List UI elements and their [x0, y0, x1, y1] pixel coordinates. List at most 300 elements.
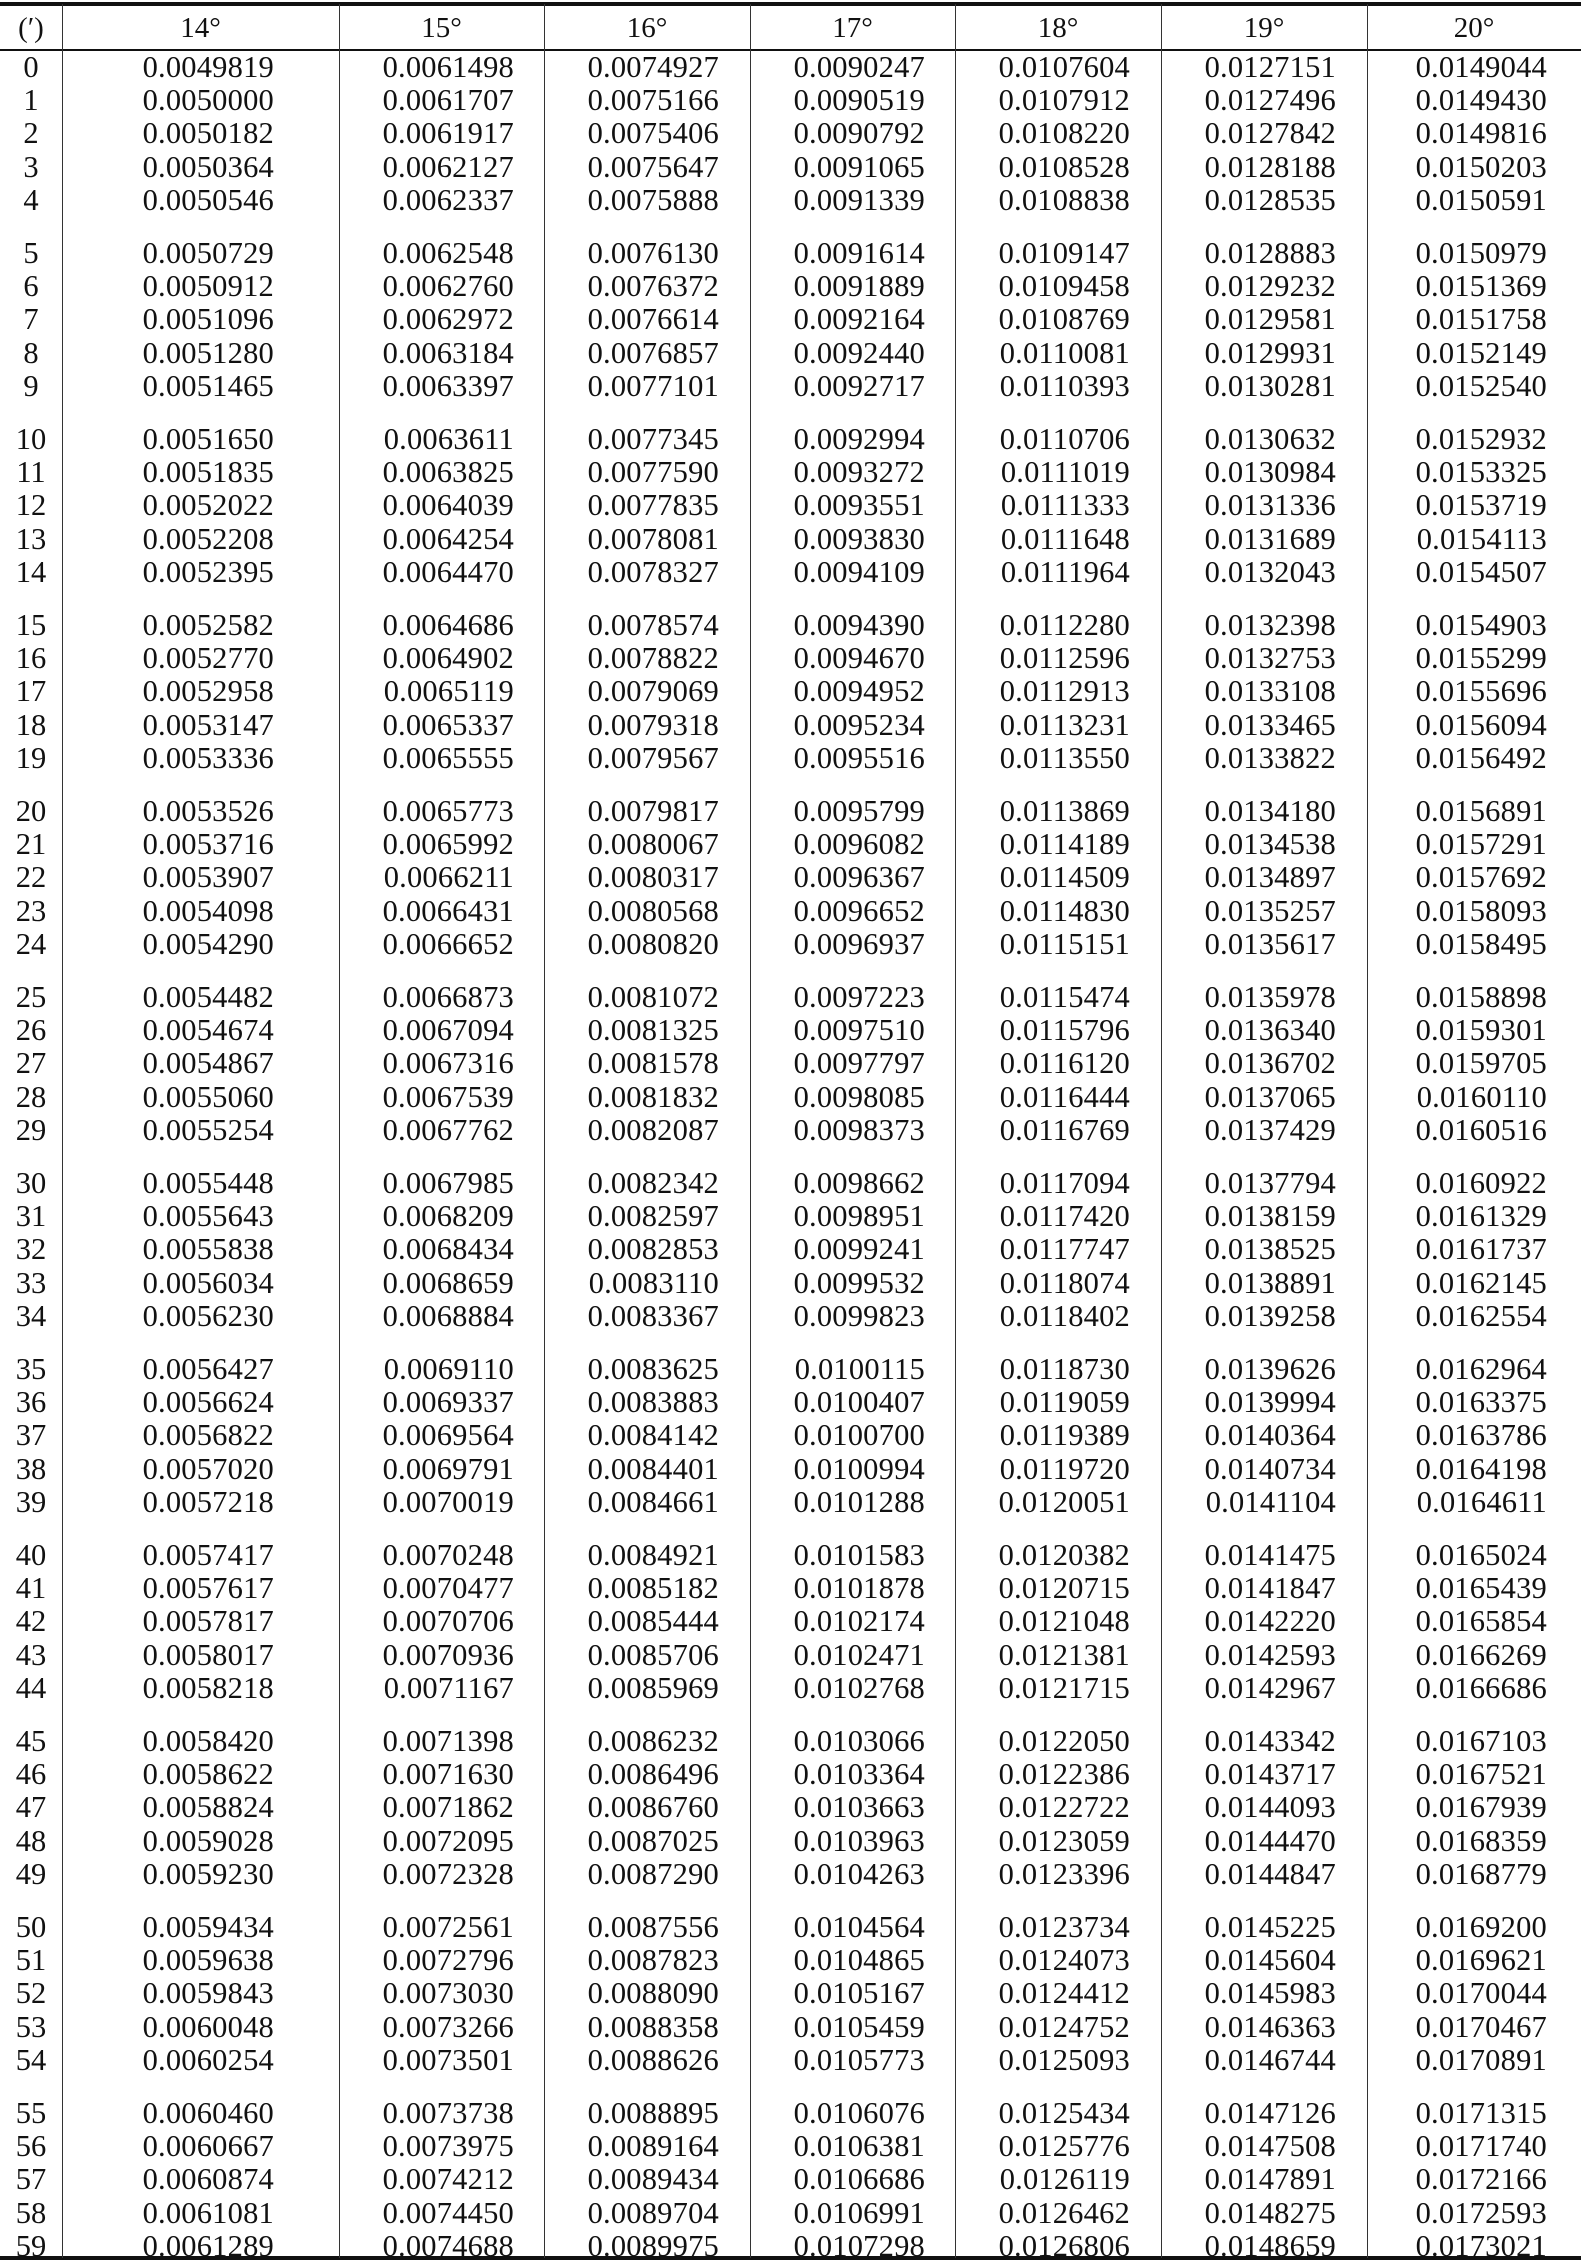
value-cell: 0.0167103: [1415, 1724, 1547, 1758]
value-cell: 0.0140734: [1204, 1451, 1336, 1486]
minute-cell: 33: [15, 1265, 47, 1300]
value-cell: 0.0153325: [1415, 455, 1547, 490]
value-cell: 0.0134180: [1204, 794, 1336, 828]
value-cell: 0.0062548: [382, 236, 514, 270]
value-cell: 0.0064254: [382, 521, 514, 556]
minute-cell: 15: [15, 608, 47, 642]
value-cell: 0.0066211: [383, 860, 514, 895]
value-cell: 0.0102768: [793, 1670, 925, 1705]
value-cell: 0.0092994: [793, 422, 925, 456]
value-cell: 0.0155696: [1415, 674, 1547, 709]
minute-cell: 6: [23, 269, 39, 304]
value-cell: 0.0105167: [793, 1976, 925, 2011]
value-cell: 0.0060667: [142, 2129, 274, 2164]
value-cell: 0.0130984: [1204, 455, 1336, 490]
value-cell: 0.0104865: [793, 1943, 925, 1978]
minute-cell: 12: [15, 488, 47, 523]
value-cell: 0.0121381: [998, 1637, 1130, 1672]
value-cell: 0.0093551: [793, 488, 925, 523]
minute-cell: 13: [15, 521, 47, 556]
value-cell: 0.0088626: [587, 2042, 719, 2077]
value-cell: 0.0083625: [587, 1352, 719, 1386]
value-cell: 0.0162145: [1415, 1265, 1547, 1300]
value-cell: 0.0133822: [1204, 740, 1336, 775]
value-cell: 0.0154507: [1415, 554, 1547, 589]
value-cell: 0.0087025: [587, 1823, 719, 1858]
value-cell: 0.0098951: [793, 1199, 925, 1234]
value-cell: 0.0151758: [1415, 302, 1547, 337]
value-cell: 0.0149044: [1415, 50, 1547, 84]
minute-cell: 28: [15, 1079, 47, 1114]
value-cell: 0.0088090: [587, 1976, 719, 2011]
value-cell: 0.0173021: [1415, 2228, 1547, 2263]
value-cell: 0.0138525: [1204, 1232, 1336, 1267]
value-cell: 0.0078574: [587, 608, 719, 642]
value-cell: 0.0070936: [382, 1637, 514, 1672]
value-cell: 0.0166686: [1415, 1670, 1547, 1705]
value-cell: 0.0101583: [793, 1538, 925, 1572]
value-cell: 0.0085706: [587, 1637, 719, 1672]
value-cell: 0.0097510: [793, 1013, 925, 1048]
value-cell: 0.0082342: [587, 1166, 719, 1200]
value-cell: 0.0141847: [1204, 1571, 1336, 1606]
value-cell: 0.0057218: [142, 1484, 274, 1519]
value-cell: 0.0082087: [587, 1112, 719, 1147]
value-cell: 0.0052208: [142, 521, 274, 556]
value-cell: 0.0099532: [793, 1265, 925, 1300]
value-cell: 0.0124073: [998, 1943, 1130, 1978]
value-cell: 0.0156891: [1415, 794, 1547, 828]
minute-cell: 10: [15, 422, 47, 456]
value-cell: 0.0053907: [142, 860, 274, 895]
value-cell: 0.0110081: [999, 335, 1130, 370]
value-cell: 0.0120051: [998, 1484, 1130, 1519]
value-cell: 0.0126119: [999, 2162, 1130, 2197]
value-cell: 0.0050546: [142, 182, 274, 217]
value-cell: 0.0063397: [382, 368, 514, 403]
value-cell: 0.0124412: [998, 1976, 1130, 2011]
value-cell: 0.0116120: [999, 1046, 1130, 1081]
column-divider: [955, 4, 956, 2258]
value-cell: 0.0150591: [1415, 182, 1547, 217]
value-cell: 0.0126806: [998, 2228, 1130, 2263]
value-cell: 0.0152540: [1415, 368, 1547, 403]
value-cell: 0.0111019: [1000, 455, 1130, 490]
value-cell: 0.0073030: [382, 1976, 514, 2011]
value-cell: 0.0056230: [142, 1298, 274, 1333]
value-cell: 0.0058218: [142, 1670, 274, 1705]
minute-cell: 11: [16, 455, 46, 490]
header-degree-18: 18°: [1037, 12, 1079, 44]
value-cell: 0.0130281: [1204, 368, 1336, 403]
value-cell: 0.0060874: [142, 2162, 274, 2197]
minute-cell: 29: [15, 1112, 47, 1147]
value-cell: 0.0077590: [587, 455, 719, 490]
value-cell: 0.0072095: [382, 1823, 514, 1858]
value-cell: 0.0054482: [142, 980, 274, 1014]
value-cell: 0.0122722: [998, 1790, 1130, 1825]
value-cell: 0.0057617: [142, 1571, 274, 1606]
value-cell: 0.0058824: [142, 1790, 274, 1825]
value-cell: 0.0172593: [1415, 2195, 1547, 2230]
value-cell: 0.0100407: [793, 1385, 925, 1420]
value-cell: 0.0156492: [1415, 740, 1547, 775]
value-cell: 0.0093830: [793, 521, 925, 556]
value-cell: 0.0053336: [142, 740, 274, 775]
value-cell: 0.0111648: [1000, 521, 1130, 556]
value-cell: 0.0142967: [1204, 1670, 1336, 1705]
value-cell: 0.0094670: [793, 641, 925, 676]
value-cell: 0.0069110: [383, 1352, 514, 1386]
value-cell: 0.0077835: [587, 488, 719, 523]
value-cell: 0.0171740: [1415, 2129, 1547, 2164]
value-cell: 0.0101878: [793, 1571, 925, 1606]
value-cell: 0.0118074: [999, 1265, 1130, 1300]
value-cell: 0.0128535: [1204, 182, 1336, 217]
value-cell: 0.0140364: [1204, 1418, 1336, 1453]
value-cell: 0.0084921: [587, 1538, 719, 1572]
value-cell: 0.0138159: [1204, 1199, 1336, 1234]
value-cell: 0.0073975: [382, 2129, 514, 2164]
value-cell: 0.0133465: [1204, 707, 1336, 742]
value-cell: 0.0062337: [382, 182, 514, 217]
value-cell: 0.0149816: [1415, 116, 1547, 151]
value-cell: 0.0088358: [587, 2009, 719, 2044]
value-cell: 0.0104263: [793, 1856, 925, 1891]
value-cell: 0.0059230: [142, 1856, 274, 1891]
value-cell: 0.0107298: [793, 2228, 925, 2263]
minute-cell: 43: [15, 1637, 47, 1672]
value-cell: 0.0055448: [142, 1166, 274, 1200]
minute-cell: 9: [23, 368, 39, 403]
value-cell: 0.0070477: [382, 1571, 514, 1606]
value-cell: 0.0071630: [382, 1757, 514, 1792]
header-corner: (′): [18, 12, 44, 44]
value-cell: 0.0165439: [1415, 1571, 1547, 1606]
value-cell: 0.0141475: [1204, 1538, 1336, 1572]
column-divider: [1367, 4, 1368, 2258]
value-cell: 0.0090247: [793, 50, 925, 84]
value-cell: 0.0061289: [142, 2228, 274, 2263]
value-cell: 0.0151369: [1415, 269, 1547, 304]
value-cell: 0.0073738: [382, 2096, 514, 2130]
minute-cell: 36: [15, 1385, 47, 1420]
minute-cell: 44: [15, 1670, 47, 1705]
value-cell: 0.0154903: [1415, 608, 1547, 642]
value-cell: 0.0060460: [142, 2096, 274, 2130]
value-cell: 0.0106686: [793, 2162, 925, 2197]
value-cell: 0.0139994: [1204, 1385, 1336, 1420]
value-cell: 0.0105773: [793, 2042, 925, 2077]
value-cell: 0.0079567: [587, 740, 719, 775]
value-cell: 0.0080317: [587, 860, 719, 895]
minute-cell: 55: [15, 2096, 47, 2130]
value-cell: 0.0091339: [793, 182, 925, 217]
value-cell: 0.0106991: [793, 2195, 925, 2230]
value-cell: 0.0118730: [999, 1352, 1130, 1386]
value-cell: 0.0148659: [1204, 2228, 1336, 2263]
value-cell: 0.0091889: [793, 269, 925, 304]
value-cell: 0.0086496: [587, 1757, 719, 1792]
value-cell: 0.0057817: [142, 1604, 274, 1639]
value-cell: 0.0086232: [587, 1724, 719, 1758]
minute-cell: 4: [23, 182, 39, 217]
value-cell: 0.0084401: [587, 1451, 719, 1486]
value-cell: 0.0054674: [142, 1013, 274, 1048]
value-cell: 0.0075166: [587, 83, 719, 118]
value-cell: 0.0143342: [1204, 1724, 1336, 1758]
value-cell: 0.0064902: [382, 641, 514, 676]
value-cell: 0.0085969: [587, 1670, 719, 1705]
value-cell: 0.0067762: [382, 1112, 514, 1147]
value-cell: 0.0082597: [587, 1199, 719, 1234]
value-cell: 0.0081578: [587, 1046, 719, 1081]
value-cell: 0.0128188: [1204, 149, 1336, 184]
value-cell: 0.0080067: [587, 827, 719, 862]
value-cell: 0.0147508: [1204, 2129, 1336, 2164]
value-cell: 0.0134538: [1204, 827, 1336, 862]
value-cell: 0.0121715: [998, 1670, 1130, 1705]
value-cell: 0.0056034: [142, 1265, 274, 1300]
value-cell: 0.0110706: [999, 422, 1130, 456]
minute-cell: 45: [15, 1724, 47, 1758]
value-cell: 0.0129581: [1204, 302, 1336, 337]
value-cell: 0.0158093: [1415, 893, 1547, 928]
minute-cell: 56: [15, 2129, 47, 2164]
value-cell: 0.0070706: [382, 1604, 514, 1639]
value-cell: 0.0058017: [142, 1637, 274, 1672]
value-cell: 0.0078081: [587, 521, 719, 556]
value-cell: 0.0150979: [1415, 236, 1547, 270]
value-cell: 0.0152932: [1415, 422, 1547, 456]
value-cell: 0.0116444: [999, 1079, 1130, 1114]
value-cell: 0.0069791: [382, 1451, 514, 1486]
value-cell: 0.0145983: [1204, 1976, 1336, 2011]
value-cell: 0.0062972: [382, 302, 514, 337]
value-cell: 0.0062127: [382, 149, 514, 184]
value-cell: 0.0117094: [999, 1166, 1130, 1200]
value-cell: 0.0137429: [1204, 1112, 1336, 1147]
value-cell: 0.0061707: [382, 83, 514, 118]
minute-cell: 54: [15, 2042, 47, 2077]
value-cell: 0.0077101: [587, 368, 719, 403]
value-cell: 0.0095234: [793, 707, 925, 742]
value-cell: 0.0064470: [382, 554, 514, 589]
value-cell: 0.0085444: [587, 1604, 719, 1639]
value-cell: 0.0065555: [382, 740, 514, 775]
value-cell: 0.0161737: [1415, 1232, 1547, 1267]
value-cell: 0.0166269: [1415, 1637, 1547, 1672]
value-cell: 0.0055643: [142, 1199, 274, 1234]
value-cell: 0.0091614: [793, 236, 925, 270]
value-cell: 0.0090519: [793, 83, 925, 118]
value-cell: 0.0076614: [587, 302, 719, 337]
value-cell: 0.0083367: [587, 1298, 719, 1333]
value-cell: 0.0074450: [382, 2195, 514, 2230]
value-cell: 0.0120382: [998, 1538, 1130, 1572]
value-cell: 0.0059434: [142, 1910, 274, 1944]
value-cell: 0.0096937: [793, 926, 925, 961]
minute-cell: 27: [15, 1046, 47, 1081]
value-cell: 0.0055838: [142, 1232, 274, 1267]
value-cell: 0.0061498: [382, 50, 514, 84]
value-cell: 0.0122386: [998, 1757, 1130, 1792]
value-cell: 0.0080820: [587, 926, 719, 961]
minute-cell: 41: [15, 1571, 47, 1606]
value-cell: 0.0050000: [142, 83, 274, 118]
value-cell: 0.0171315: [1415, 2096, 1547, 2130]
top-rule: [0, 2, 1581, 6]
header-degree-17: 17°: [832, 12, 873, 44]
value-cell: 0.0160516: [1415, 1112, 1547, 1147]
value-cell: 0.0087556: [587, 1910, 719, 1944]
value-cell: 0.0164611: [1416, 1484, 1547, 1519]
value-cell: 0.0137065: [1204, 1079, 1336, 1114]
value-cell: 0.0051835: [142, 455, 274, 490]
value-cell: 0.0054290: [142, 926, 274, 961]
value-cell: 0.0058622: [142, 1757, 274, 1792]
value-cell: 0.0111333: [1000, 488, 1130, 523]
minute-cell: 35: [15, 1352, 47, 1386]
minute-cell: 42: [15, 1604, 47, 1639]
value-cell: 0.0165854: [1415, 1604, 1547, 1639]
value-cell: 0.0103364: [793, 1757, 925, 1792]
value-cell: 0.0069337: [382, 1385, 514, 1420]
value-cell: 0.0094952: [793, 674, 925, 709]
value-cell: 0.0088895: [587, 2096, 719, 2130]
value-cell: 0.0108769: [998, 302, 1130, 337]
value-cell: 0.0066652: [382, 926, 514, 961]
value-cell: 0.0132753: [1204, 641, 1336, 676]
value-cell: 0.0092164: [793, 302, 925, 337]
value-cell: 0.0065337: [382, 707, 514, 742]
value-cell: 0.0161329: [1415, 1199, 1547, 1234]
value-cell: 0.0102174: [793, 1604, 925, 1639]
value-cell: 0.0108838: [998, 182, 1130, 217]
value-cell: 0.0114189: [999, 827, 1130, 862]
header-degree-19: 19°: [1243, 12, 1285, 44]
value-cell: 0.0076857: [587, 335, 719, 370]
value-cell: 0.0131689: [1204, 521, 1336, 556]
value-cell: 0.0075888: [587, 182, 719, 217]
column-divider: [1161, 4, 1162, 2258]
header-degree-16: 16°: [626, 12, 668, 44]
value-cell: 0.0137794: [1204, 1166, 1336, 1200]
minute-cell: 40: [15, 1538, 47, 1572]
value-cell: 0.0100115: [794, 1352, 925, 1386]
value-cell: 0.0071398: [382, 1724, 514, 1758]
value-cell: 0.0124752: [998, 2009, 1130, 2044]
value-cell: 0.0051650: [142, 422, 274, 456]
value-cell: 0.0115474: [999, 980, 1130, 1014]
value-cell: 0.0109147: [998, 236, 1130, 270]
value-cell: 0.0089164: [587, 2129, 719, 2164]
value-cell: 0.0112280: [999, 608, 1130, 642]
value-cell: 0.0062760: [382, 269, 514, 304]
value-cell: 0.0138891: [1204, 1265, 1336, 1300]
column-divider: [750, 4, 751, 2258]
value-cell: 0.0136340: [1204, 1013, 1336, 1048]
value-cell: 0.0063184: [382, 335, 514, 370]
column-divider: [62, 4, 63, 2258]
value-cell: 0.0089434: [587, 2162, 719, 2197]
value-cell: 0.0052022: [142, 488, 274, 523]
value-cell: 0.0162964: [1415, 1352, 1547, 1386]
value-cell: 0.0073266: [382, 2009, 514, 2044]
value-cell: 0.0108528: [998, 149, 1130, 184]
value-cell: 0.0079817: [587, 794, 719, 828]
value-cell: 0.0154113: [1416, 521, 1547, 556]
value-cell: 0.0058420: [142, 1724, 274, 1758]
value-cell: 0.0131336: [1204, 488, 1336, 523]
value-cell: 0.0073501: [382, 2042, 514, 2077]
value-cell: 0.0144470: [1204, 1823, 1336, 1858]
value-cell: 0.0144847: [1204, 1856, 1336, 1891]
value-cell: 0.0123734: [998, 1910, 1130, 1944]
value-cell: 0.0107604: [998, 50, 1130, 84]
value-cell: 0.0153719: [1415, 488, 1547, 523]
value-cell: 0.0097797: [793, 1046, 925, 1081]
value-cell: 0.0093272: [793, 455, 925, 490]
minute-cell: 16: [15, 641, 47, 676]
value-cell: 0.0146744: [1204, 2042, 1336, 2077]
value-cell: 0.0098373: [793, 1112, 925, 1147]
value-cell: 0.0159301: [1415, 1013, 1547, 1048]
header-degree-15: 15°: [421, 12, 462, 44]
minute-cell: 51: [15, 1943, 47, 1978]
minute-cell: 31: [15, 1199, 47, 1234]
value-cell: 0.0159705: [1415, 1046, 1547, 1081]
value-cell: 0.0053147: [142, 707, 274, 742]
value-cell: 0.0152149: [1415, 335, 1547, 370]
value-cell: 0.0067316: [382, 1046, 514, 1081]
value-cell: 0.0157291: [1415, 827, 1547, 862]
value-cell: 0.0158495: [1415, 926, 1547, 961]
minute-cell: 20: [15, 794, 47, 828]
value-cell: 0.0063611: [383, 422, 514, 456]
minute-cell: 50: [15, 1910, 47, 1944]
header-degree-20: 20°: [1453, 12, 1495, 44]
value-cell: 0.0116769: [999, 1112, 1130, 1147]
value-cell: 0.0156094: [1415, 707, 1547, 742]
value-cell: 0.0087290: [587, 1856, 719, 1891]
value-cell: 0.0112596: [999, 641, 1130, 676]
value-cell: 0.0069564: [382, 1418, 514, 1453]
value-cell: 0.0110393: [999, 368, 1130, 403]
value-cell: 0.0084661: [587, 1484, 719, 1519]
value-cell: 0.0100994: [793, 1451, 925, 1486]
minute-cell: 0: [23, 50, 39, 84]
value-cell: 0.0164198: [1415, 1451, 1547, 1486]
value-cell: 0.0117420: [999, 1199, 1130, 1234]
minute-cell: 19: [15, 740, 47, 775]
value-cell: 0.0142220: [1204, 1604, 1336, 1639]
value-cell: 0.0119059: [999, 1385, 1130, 1420]
value-cell: 0.0121048: [998, 1604, 1130, 1639]
value-cell: 0.0098085: [793, 1079, 925, 1114]
value-cell: 0.0050729: [142, 236, 274, 270]
value-cell: 0.0129931: [1204, 335, 1336, 370]
value-cell: 0.0094390: [793, 608, 925, 642]
minute-cell: 39: [15, 1484, 47, 1519]
value-cell: 0.0139626: [1204, 1352, 1336, 1386]
value-cell: 0.0145604: [1204, 1943, 1336, 1978]
value-cell: 0.0057020: [142, 1451, 274, 1486]
value-cell: 0.0118402: [999, 1298, 1130, 1333]
value-cell: 0.0135257: [1204, 893, 1336, 928]
minute-cell: 18: [15, 707, 47, 742]
value-cell: 0.0060254: [142, 2042, 274, 2077]
